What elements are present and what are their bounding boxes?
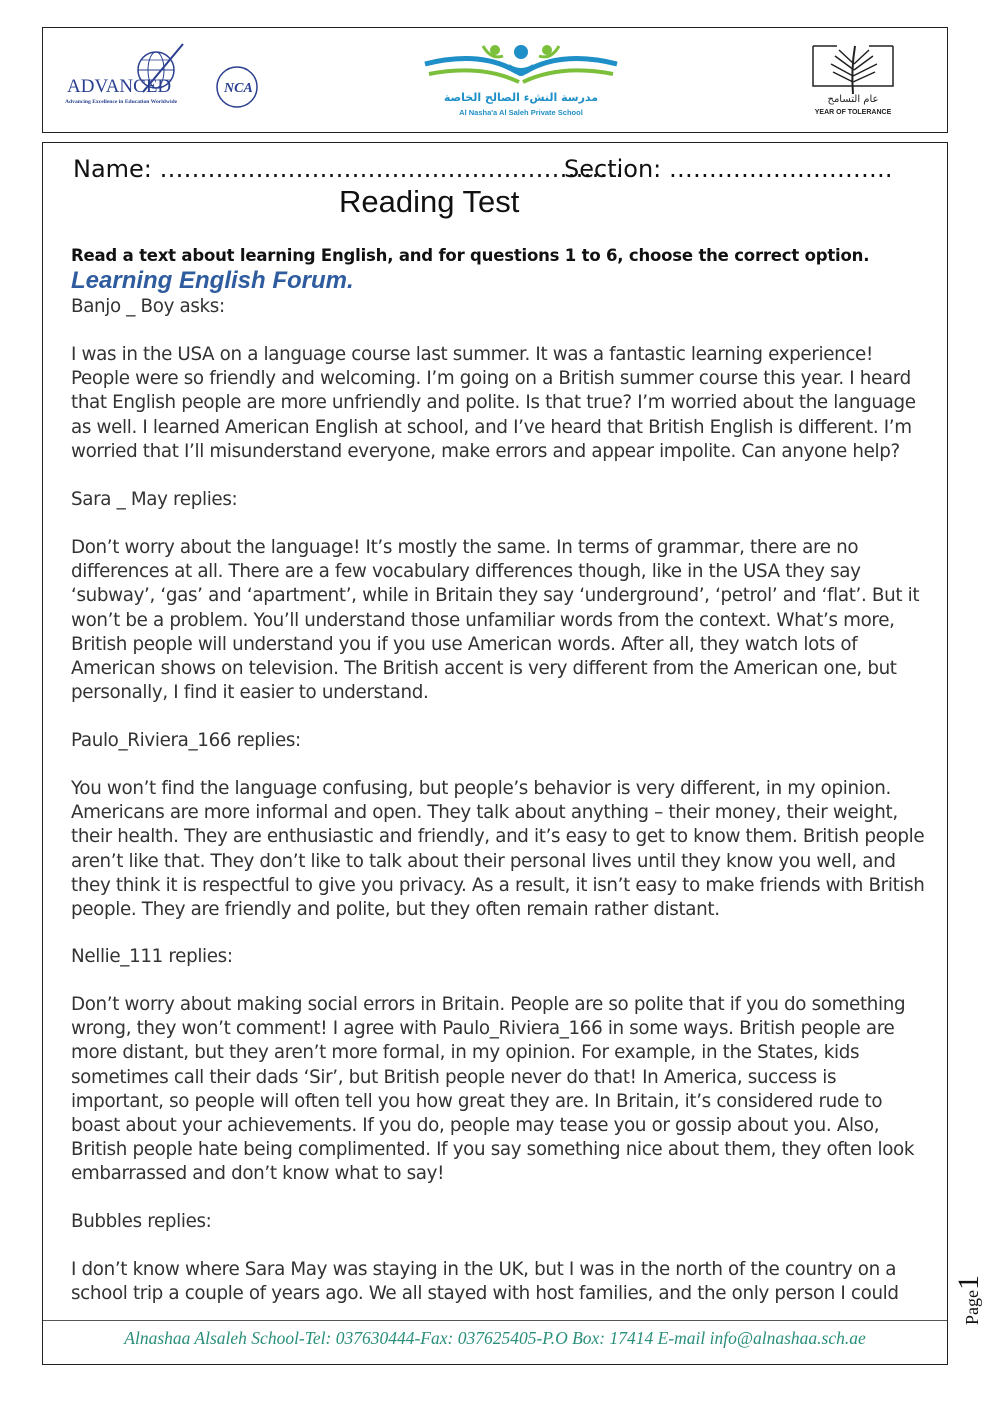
footer-divider xyxy=(43,1320,947,1321)
post-body: You won’t find the language confusing, but people’s behavior is very different, in my opinion. Americans are more informal and open. They talk about anything – their money, their weight, their health. They are enthusiastic and friendly, and it’s easy to get to know them. British people aren’t like that. They don’t like to talk about their personal lives until they know you well, and they think it is respectful to give you privacy. As a result, it isn’t easy to make friends with British people. They are friendly and polite, but they often remain rather distant. xyxy=(71,778,925,921)
post-body: Don’t worry about the language! It’s mostly the same. In terms of grammar, there are no differences at all. There are a few vocabulary differences though, like in the USA they say ‘subway’, ‘gas’ and ‘apartment’, while in Britain they say ‘underground’, ‘petrol’ and ‘flat’. But it won’t be a problem. You’ll understand those unfamiliar words from the context. What’s more, British people will understand you if you use American words. After all, they watch lots of American shows on television. The British accent is very different from the American one, but personally, I find it easier to understand. xyxy=(71,537,920,704)
post-body: I don’t know where Sara May was staying in the UK, but I was in the north of the country on a school trip a couple of years ago. We all stayed with host families, and the only person I could xyxy=(71,1259,899,1305)
post-author: Nellie_111 replies: xyxy=(71,946,233,967)
page-number xyxy=(952,1255,992,1325)
page-title: Reading Test xyxy=(339,184,520,219)
worksheet-body xyxy=(42,142,948,1365)
header-banner xyxy=(42,27,948,133)
svg-text:Al Nasha'a Al Saleh Private Sc: Al Nasha'a Al Saleh Private School xyxy=(459,108,583,117)
year-of-tolerance-logo xyxy=(793,42,913,124)
post-author: Sara _ May replies: xyxy=(71,489,238,510)
post-body: I was in the USA on a language course last summer. It was a fantastic learning experience! People were so friendly and welcoming. I’m going on a British summer course this year. I heard that English people are more unfriendly and polite. Is that true? I’m worried about the language as well. I learned American English at school, and I’ve heard that British English is different. I’m worried that I’ll misunderstand everyone, make errors and appear impolite. Can anyone help? xyxy=(71,344,916,462)
svg-text:YEAR OF TOLERANCE: YEAR OF TOLERANCE xyxy=(814,109,892,116)
forum-title: Learning English Forum. xyxy=(71,267,354,294)
post-author: Banjo _ Boy asks: xyxy=(71,296,225,317)
section-field[interactable]: Section: ………………………. xyxy=(564,155,893,183)
instructions: Read a text about learning English, and for questions 1 to 6, choose the correct option. xyxy=(71,246,870,265)
svg-text:مدرسة النشء الصالح الخاصة: مدرسة النشء الصالح الخاصة xyxy=(443,91,599,104)
advanced-logo xyxy=(61,42,261,118)
name-field[interactable]: Name: …………………………………………………. xyxy=(73,155,624,183)
post-author: Paulo_Riviera_166 replies: xyxy=(71,730,301,751)
svg-text:NCA: NCA xyxy=(224,81,253,96)
post-body: Don’t worry about making social errors in Britain. People are so polite that if you do something wrong, they won’t comment! I agree with Paulo_Riviera_166 in some ways. British people are more distant, but they aren’t more formal, in my opinion. For example, in the States, kids sometimes call their dads ‘Sir’, but British people never do that! In America, success is important, so people will often tell you how great they are. In Britain, it’s considered rude to boast about your achievements. If you do, people may tease you or gossip about you. Also, British people hate being complimented. If you say something nice about them, they often look embarrassed and don’t know what to say! xyxy=(71,994,915,1185)
footer-contact: Alnashaa Alsaleh School-Tel: 037630444-Fax: 037625405-P.O Box: 17414 E-mail info@alnashaa.sch.ae xyxy=(124,1328,866,1348)
page-label: Page xyxy=(962,1290,982,1325)
svg-text:ADVANCED: ADVANCED xyxy=(67,76,172,97)
page-number-value: 1 xyxy=(952,1275,985,1290)
svg-text:Advancing Excellence in Educat: Advancing Excellence in Education Worldwide xyxy=(65,99,178,105)
svg-text:عام التسامح: عام التسامح xyxy=(827,94,879,105)
post-author: Bubbles replies: xyxy=(71,1211,212,1232)
school-logo xyxy=(421,38,621,124)
